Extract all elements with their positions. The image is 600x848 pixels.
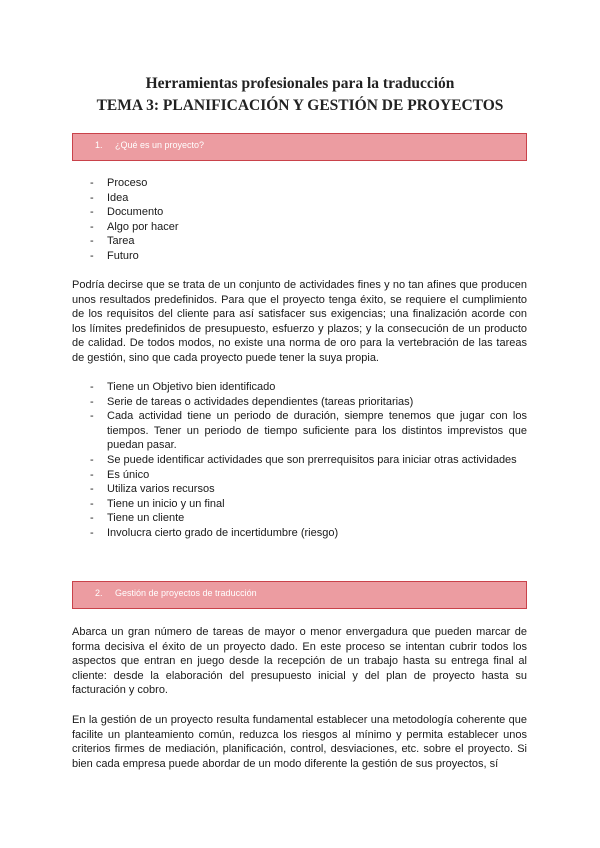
- list-item: - Documento: [90, 205, 179, 220]
- section-number: 2.: [95, 588, 103, 598]
- concept-list: [90, 176, 179, 264]
- list-item: - Utiliza varios recursos: [90, 482, 527, 497]
- list-item: - Cada actividad tiene un periodo de duración, siempre tenemos que jugar con los tiempos. Tener un periodo de tiempo suficiente para los distintos imprevistos que puedan pasar.: [90, 409, 527, 453]
- section-heading: Gestión de proyectos de traducción: [115, 588, 257, 598]
- paragraph: Podría decirse que se trata de un conjunto de actividades fines y no tan afines que producen unos resultados predefinidos. Para que el proyecto tenga éxito, se requiere el cumplimiento de los requisitos del cliente para así satisfacer sus exigencias; una finalización acorde con los límites predefinidos de presupuesto, esfuerzo y plazos; y la consecución de un producto de calidad. De todos modos, no existe una norma de oro para la vertebración de las tareas de gestión, sino que cada proyecto puede tener la suya propia.: [72, 279, 527, 364]
- list-item: - Proceso: [90, 176, 179, 191]
- document-subtitle: Herramientas profesionales para la traducción: [145, 75, 455, 92]
- list-item: - Futuro: [90, 249, 179, 264]
- list-item: - Serie de tareas o actividades dependientes (tareas prioritarias): [90, 395, 527, 410]
- list-item: - Involucra cierto grado de incertidumbre (riesgo): [90, 526, 527, 541]
- list-item: - Tiene un cliente: [90, 511, 527, 526]
- section-heading-bar: [72, 581, 527, 609]
- list-item: - Tarea: [90, 234, 179, 249]
- paragraph: Abarca un gran número de tareas de mayor o menor envergadura que pueden marcar de forma decisiva el éxito de un proyecto dado. En este proceso se intentan cubrir todos los aspectos que entran en juego desde la recepción de un trabajo hasta su entrega final al cliente: desde la elaboración del presupuesto inicial y del plan de proyecto hasta su facturación y cobro.: [72, 626, 527, 697]
- features-list: [90, 380, 527, 541]
- list-item: - Es único: [90, 468, 527, 483]
- list-item: - Tiene un inicio y un final: [90, 497, 527, 512]
- paragraph: En la gestión de un proyecto resulta fundamental establecer una metodología coherente que facilite un planteamiento común, reduzca los riesgos al mínimo y permita establecer unos criterios firmes de mediación, planificación, control, desviaciones, etc. sobre el proyecto. Si bien cada empresa puede abordar de un modo diferente la gestión de sus proyectos, sí: [72, 714, 527, 770]
- list-item: - Se puede identificar actividades que son prerrequisitos para iniciar otras actividades: [90, 453, 527, 468]
- section-heading: ¿Qué es un proyecto?: [115, 140, 205, 150]
- list-item: - Idea: [90, 191, 179, 206]
- section-number: 1.: [95, 140, 103, 150]
- section-heading-bar: [72, 133, 527, 161]
- list-item: - Algo por hacer: [90, 220, 179, 235]
- list-item: - Tiene un Objetivo bien identificado: [90, 380, 527, 395]
- document-title: TEMA 3: PLANIFICACIÓN Y GESTIÓN DE PROYECTOS: [96, 97, 504, 114]
